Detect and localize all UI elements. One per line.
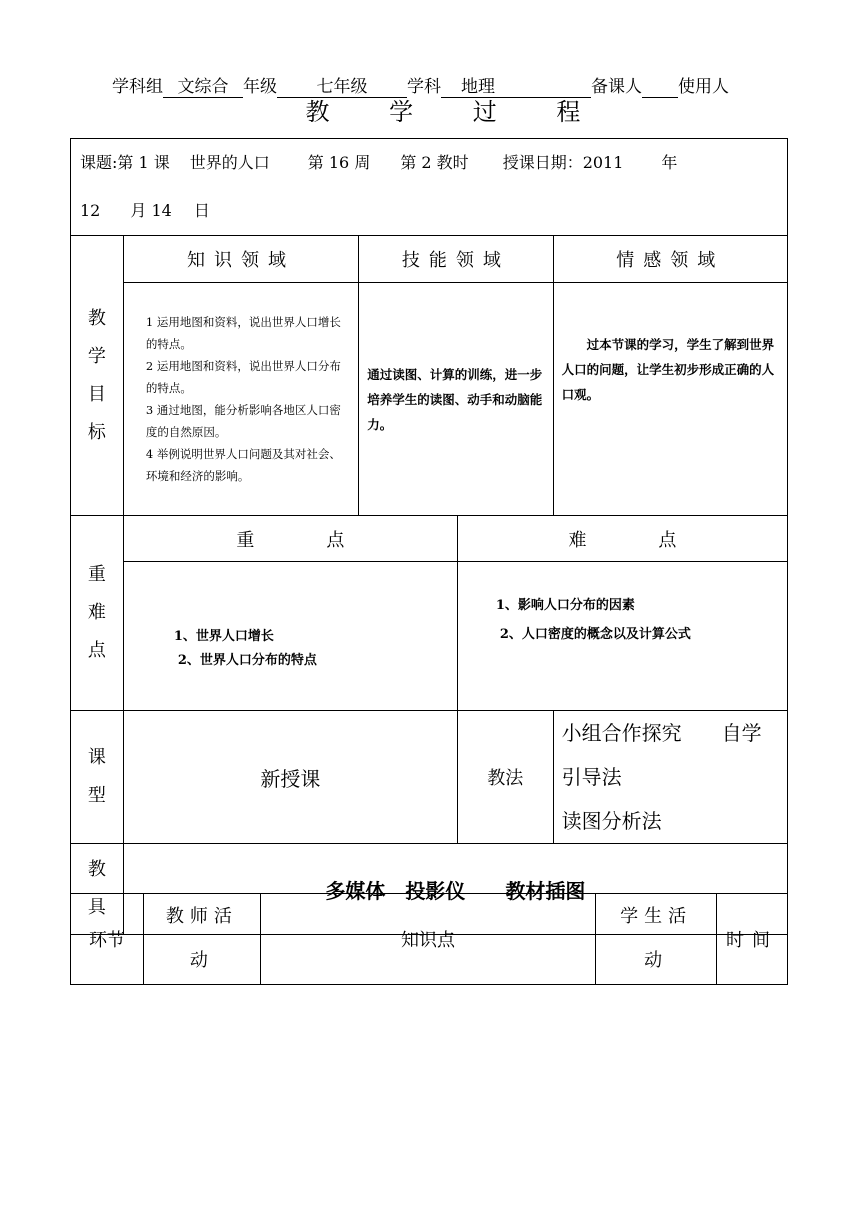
tools-side-label: 教 具	[71, 844, 124, 935]
knowledge-item: 2 运用地图和资料，说出世界人口分布的特点。	[145, 359, 341, 395]
process-header-table	[70, 893, 788, 985]
knowledge-cell	[123, 283, 358, 516]
month-day: 月 14	[130, 201, 172, 220]
knowledge-item: 4 举例说明世界人口问题及其对社会、环境和经济的影响。	[145, 447, 341, 483]
week: 第 16 周	[307, 153, 371, 172]
knowledge-point-header: 知识点	[260, 894, 595, 985]
lesson-plan-table	[70, 138, 788, 935]
keypoints-content-row	[71, 562, 788, 711]
day-char: 日	[193, 201, 210, 220]
preparer-label: 备课人	[591, 77, 642, 97]
difficult-points-cell	[457, 562, 787, 711]
method-line: 读图分析法	[561, 809, 662, 833]
key-points-cell	[123, 562, 457, 711]
emotion-header: 情感领域	[553, 236, 787, 283]
lesson-type-side-label: 课 型	[71, 711, 124, 844]
knowledge-item: 3 通过地图，能分析影响各地区人口密度的自然原因。	[145, 403, 341, 439]
method-label: 教法	[457, 711, 553, 844]
difficult-point-item: 1、影响人口分布的因素	[495, 598, 635, 613]
topic-label: 课题:	[80, 153, 118, 172]
subject-group-label: 学科组	[112, 77, 163, 97]
key-header: 重 点	[123, 516, 457, 562]
method-line: 小组合作探究 自学引导法	[561, 721, 762, 789]
topic-row	[71, 139, 788, 236]
time-header: 时间	[717, 894, 788, 985]
difficult-point-item: 2、人口密度的概念以及计算公式	[499, 627, 691, 642]
process-header-row	[71, 894, 788, 985]
lesson-type-row	[71, 711, 788, 844]
section-header: 环节	[71, 894, 144, 985]
difficult-header: 难 点	[457, 516, 787, 562]
year-char: 年	[661, 153, 678, 172]
period: 第 2 教时	[400, 153, 469, 172]
key-point-item: 1、世界人口增长	[173, 629, 274, 644]
method-cell	[553, 711, 787, 844]
lesson-type-value: 新授课	[123, 711, 457, 844]
date-label: 授课日期：2011	[502, 153, 624, 172]
keypoints-side-label: 重 难 点	[71, 516, 124, 711]
subject-group-value: 文综合	[163, 77, 243, 98]
objectives-header-row	[71, 236, 788, 283]
knowledge-header: 知识领域	[123, 236, 358, 283]
lesson-number: 第 1 课	[117, 153, 170, 172]
user-label: 使用人	[678, 77, 729, 97]
key-point-item: 2、世界人口分布的特点	[177, 653, 317, 668]
subject-value: 地理	[441, 77, 591, 98]
student-activity-header: 学生活动	[596, 894, 717, 985]
skill-cell: 通过读图、计算的训练，进一步培养学生的读图、动手和动脑能力。	[359, 283, 553, 516]
grade-value: 七年级	[277, 77, 407, 98]
topic-cell	[71, 139, 788, 236]
page-title: 教 学 过 程	[305, 98, 607, 126]
objectives-content-row	[71, 283, 788, 516]
month: 12	[80, 201, 101, 220]
knowledge-item: 1 运用地图和资料，说出世界人口增长的特点。	[145, 315, 341, 351]
skill-header: 技能领域	[359, 236, 553, 283]
keypoints-header-row	[71, 516, 788, 562]
tools-value: 多媒体 投影仪 教材插图	[123, 844, 787, 935]
emotion-cell: 过本节课的学习，学生了解到世界人口的问题，让学生初步形成正确的人口观。	[553, 283, 787, 516]
lesson-name: 世界的人口	[189, 153, 270, 172]
grade-label: 年级	[243, 77, 277, 97]
objectives-side-label: 教 学 目 标	[71, 236, 124, 516]
teacher-activity-header: 教师活动	[143, 894, 260, 985]
subject-label: 学科	[407, 77, 441, 97]
